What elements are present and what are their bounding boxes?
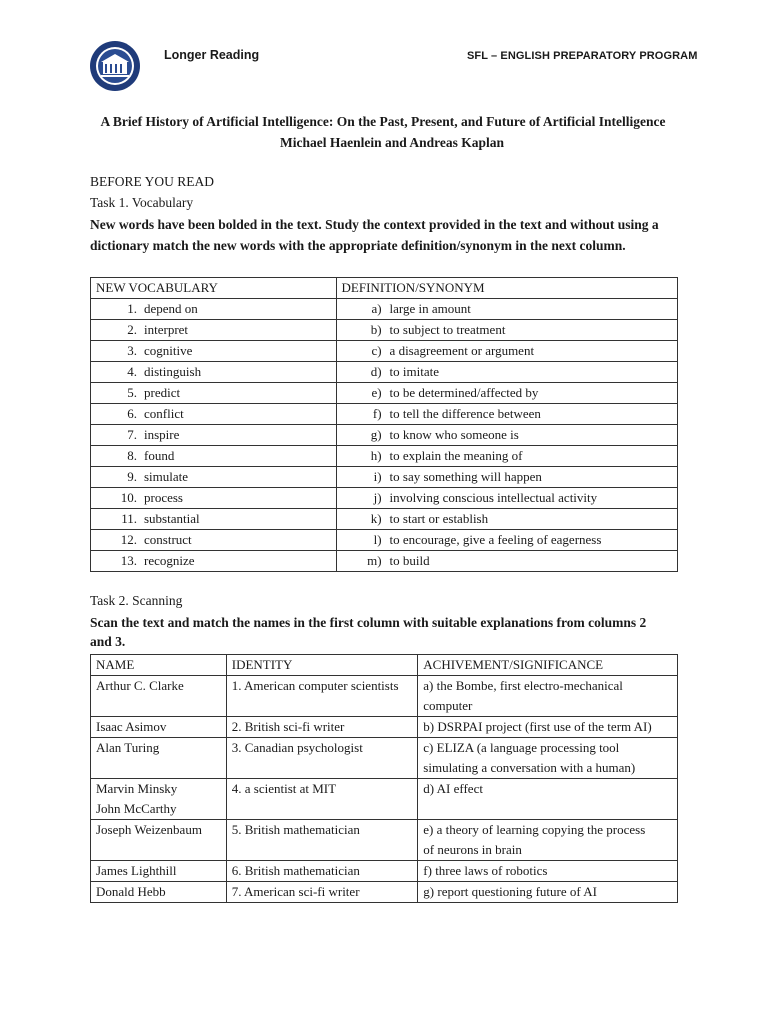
- vocab-word: predict: [144, 385, 181, 400]
- header-right-title: SFL – ENGLISH PREPARATORY PROGRAM: [467, 50, 698, 62]
- item-number: 9.: [127, 469, 137, 484]
- identity-cell: [226, 738, 418, 779]
- document-title: A Brief History of Artificial Intelligence: On the Past, Present, and Future of Artificial Intelligence: [100, 114, 666, 129]
- achievement-line: f) three laws of robotics: [423, 863, 548, 878]
- definition-cell: [336, 488, 677, 509]
- definition-text: to be determined/affected by: [389, 385, 539, 400]
- achievement-line: b) DSRPAI project (first use of the term AI): [423, 719, 652, 734]
- identity-cell: [226, 676, 418, 717]
- person-name: James Lighthill: [96, 863, 177, 878]
- definition-text: to subject to treatment: [389, 322, 506, 337]
- item-number: 1.: [127, 301, 137, 316]
- table-row: [91, 820, 678, 861]
- definition-cell: [336, 383, 677, 404]
- definition-text: to tell the difference between: [389, 406, 541, 421]
- definition-cell: [336, 425, 677, 446]
- definition-text: to encourage, give a feeling of eagerness: [389, 532, 602, 547]
- vocab-word: process: [144, 490, 183, 505]
- table-header-row: [91, 655, 678, 676]
- table-row: [91, 320, 678, 341]
- identity-cell: [226, 820, 418, 861]
- definition-cell: [336, 551, 677, 572]
- name-cell: [91, 882, 227, 903]
- vocab-word-cell: [91, 362, 337, 383]
- achievement-cell: [418, 779, 678, 820]
- item-letter: d): [370, 364, 382, 379]
- task2-instructions: [90, 612, 680, 652]
- item-number: 4.: [127, 364, 137, 379]
- item-letter: j): [373, 490, 382, 505]
- item-number: 10.: [120, 490, 137, 505]
- definition-text: to start or establish: [389, 511, 489, 526]
- achievement-cell: [418, 861, 678, 882]
- person-name: Isaac Asimov: [96, 719, 167, 734]
- item-number: 2.: [127, 322, 137, 337]
- person-name: Donald Hebb: [96, 884, 166, 899]
- vocabulary-table: [90, 277, 678, 572]
- achievement-line: computer: [423, 698, 473, 713]
- definition-text: to build: [389, 553, 430, 568]
- table-row: [91, 882, 678, 903]
- vocab-word: cognitive: [144, 343, 193, 358]
- table-row: [91, 717, 678, 738]
- column-header: ACHIVEMENT/SIGNIFICANCE: [418, 655, 678, 676]
- item-letter: c): [371, 343, 382, 358]
- task1-instructions: [90, 214, 680, 256]
- achievement-line: simulating a conversation with a human): [423, 760, 636, 775]
- vocab-word-cell: [91, 404, 337, 425]
- item-letter: k): [370, 511, 382, 526]
- identity-text: 3. Canadian psychologist: [231, 740, 363, 755]
- column-header: IDENTITY: [226, 655, 418, 676]
- vocab-word: distinguish: [144, 364, 202, 379]
- item-letter: l): [373, 532, 382, 547]
- vocab-word-cell: [91, 509, 337, 530]
- person-name: Marvin Minsky: [96, 781, 178, 796]
- identity-text: 6. British mathematician: [231, 863, 360, 878]
- achievement-line: of neurons in brain: [423, 842, 522, 857]
- identity-text: 2. British sci-fi writer: [231, 719, 345, 734]
- table-row: [91, 530, 678, 551]
- item-number: 6.: [127, 406, 137, 421]
- definition-cell: [336, 341, 677, 362]
- definition-cell: [336, 509, 677, 530]
- table-row: [91, 779, 678, 820]
- achievement-line: e) a theory of learning copying the process: [423, 822, 646, 837]
- item-letter: f): [372, 406, 382, 421]
- item-number: 3.: [127, 343, 137, 358]
- document-authors: Michael Haenlein and Andreas Kaplan: [279, 135, 505, 150]
- achievement-line: a) the Bombe, first electro-mechanical: [423, 678, 623, 693]
- task1-line-2: dictionary match the new words with the appropriate definition/synonym in the next column.: [90, 238, 626, 253]
- vocab-word-cell: [91, 383, 337, 404]
- achievement-cell: [418, 738, 678, 779]
- achievement-cell: [418, 676, 678, 717]
- person-name: Arthur C. Clarke: [96, 678, 184, 693]
- table-row: [91, 341, 678, 362]
- item-letter: b): [370, 322, 382, 337]
- vocab-word-cell: [91, 530, 337, 551]
- identity-text: 4. a scientist at MIT: [231, 781, 337, 796]
- task2-line-1: Scan the text and match the names in the first column with suitable explanations from columns 2: [90, 615, 647, 630]
- definition-text: large in amount: [389, 301, 471, 316]
- item-number: 8.: [127, 448, 137, 463]
- item-letter: m): [367, 553, 382, 568]
- item-number: 7.: [127, 427, 137, 442]
- achievement-line: c) ELIZA (a language processing tool: [423, 740, 620, 755]
- table-row: [91, 551, 678, 572]
- identity-cell: [226, 861, 418, 882]
- person-name: Alan Turing: [96, 740, 160, 755]
- vocab-word: found: [144, 448, 175, 463]
- table-row: [91, 509, 678, 530]
- table-row: [91, 299, 678, 320]
- task1-heading: Task 1. Vocabulary: [90, 195, 194, 210]
- definition-text: involving conscious intellectual activity: [389, 490, 598, 505]
- vocab-word-cell: [91, 299, 337, 320]
- vocab-word-cell: [91, 551, 337, 572]
- identity-text: 1. American computer scientists: [231, 678, 399, 693]
- achievement-line: g) report questioning future of AI: [423, 884, 597, 899]
- identity-cell: [226, 779, 418, 820]
- table-row: [91, 404, 678, 425]
- definition-text: to explain the meaning of: [389, 448, 523, 463]
- item-letter: a): [371, 301, 382, 316]
- definition-cell: [336, 446, 677, 467]
- item-letter: h): [370, 448, 382, 463]
- task2-line-2: and 3.: [90, 634, 126, 649]
- name-cell: [91, 738, 227, 779]
- item-letter: i): [373, 469, 382, 484]
- item-number: 13.: [120, 553, 137, 568]
- name-cell: [91, 820, 227, 861]
- identity-cell: [226, 882, 418, 903]
- vocab-word: recognize: [144, 553, 195, 568]
- achievement-cell: [418, 882, 678, 903]
- vocab-word: depend on: [144, 301, 198, 316]
- name-cell: [91, 676, 227, 717]
- item-number: 12.: [120, 532, 137, 547]
- page-header: [0, 0, 768, 100]
- person-name: Joseph Weizenbaum: [96, 822, 202, 837]
- achievement-cell: [418, 820, 678, 861]
- vocab-word: interpret: [144, 322, 189, 337]
- definition-cell: [336, 320, 677, 341]
- vocab-word: inspire: [144, 427, 180, 442]
- achievement-cell: [418, 717, 678, 738]
- name-cell: [91, 861, 227, 882]
- achievement-line: d) AI effect: [423, 781, 483, 796]
- name-cell: [91, 717, 227, 738]
- table-row: [91, 362, 678, 383]
- vocab-word: substantial: [144, 511, 200, 526]
- column-header: NAME: [91, 655, 227, 676]
- definition-text: to say something will happen: [389, 469, 542, 484]
- person-name: John McCarthy: [96, 801, 177, 816]
- definition-cell: [336, 299, 677, 320]
- definition-cell: [336, 404, 677, 425]
- vocab-word-cell: [91, 467, 337, 488]
- task2-heading: Task 2. Scanning: [90, 593, 183, 608]
- identity-text: 7. American sci-fi writer: [231, 884, 360, 899]
- definition-text: to know who someone is: [389, 427, 519, 442]
- vocab-word-cell: [91, 425, 337, 446]
- task1-line-1: New words have been bolded in the text. Study the context provided in the text and without using a: [90, 217, 659, 232]
- table-header-row: [91, 278, 678, 299]
- definition-cell: [336, 362, 677, 383]
- table-row: [91, 861, 678, 882]
- vocab-word: conflict: [144, 406, 184, 421]
- names-table: [90, 654, 678, 903]
- column-header: DEFINITION/SYNONYM: [336, 278, 677, 299]
- table-row: [91, 446, 678, 467]
- item-letter: g): [370, 427, 382, 442]
- university-seal-icon: [89, 40, 141, 92]
- table-row: [91, 425, 678, 446]
- definition-text: a disagreement or argument: [389, 343, 535, 358]
- header-left-title: Longer Reading: [164, 48, 260, 62]
- table-row: [91, 738, 678, 779]
- column-header: NEW VOCABULARY: [91, 278, 337, 299]
- item-number: 11.: [121, 511, 137, 526]
- vocab-word-cell: [91, 320, 337, 341]
- definition-cell: [336, 530, 677, 551]
- vocab-word-cell: [91, 341, 337, 362]
- name-cell: [91, 779, 227, 820]
- definition-cell: [336, 467, 677, 488]
- identity-text: 5. British mathematician: [231, 822, 360, 837]
- definition-text: to imitate: [389, 364, 440, 379]
- item-number: 5.: [127, 385, 137, 400]
- table-row: [91, 383, 678, 404]
- table-row: [91, 676, 678, 717]
- vocab-word-cell: [91, 488, 337, 509]
- vocab-word-cell: [91, 446, 337, 467]
- table-row: [91, 467, 678, 488]
- item-letter: e): [371, 385, 382, 400]
- vocab-word: simulate: [144, 469, 189, 484]
- table-row: [91, 488, 678, 509]
- identity-cell: [226, 717, 418, 738]
- vocab-word: construct: [144, 532, 192, 547]
- section-before-you-read: BEFORE YOU READ: [90, 174, 215, 189]
